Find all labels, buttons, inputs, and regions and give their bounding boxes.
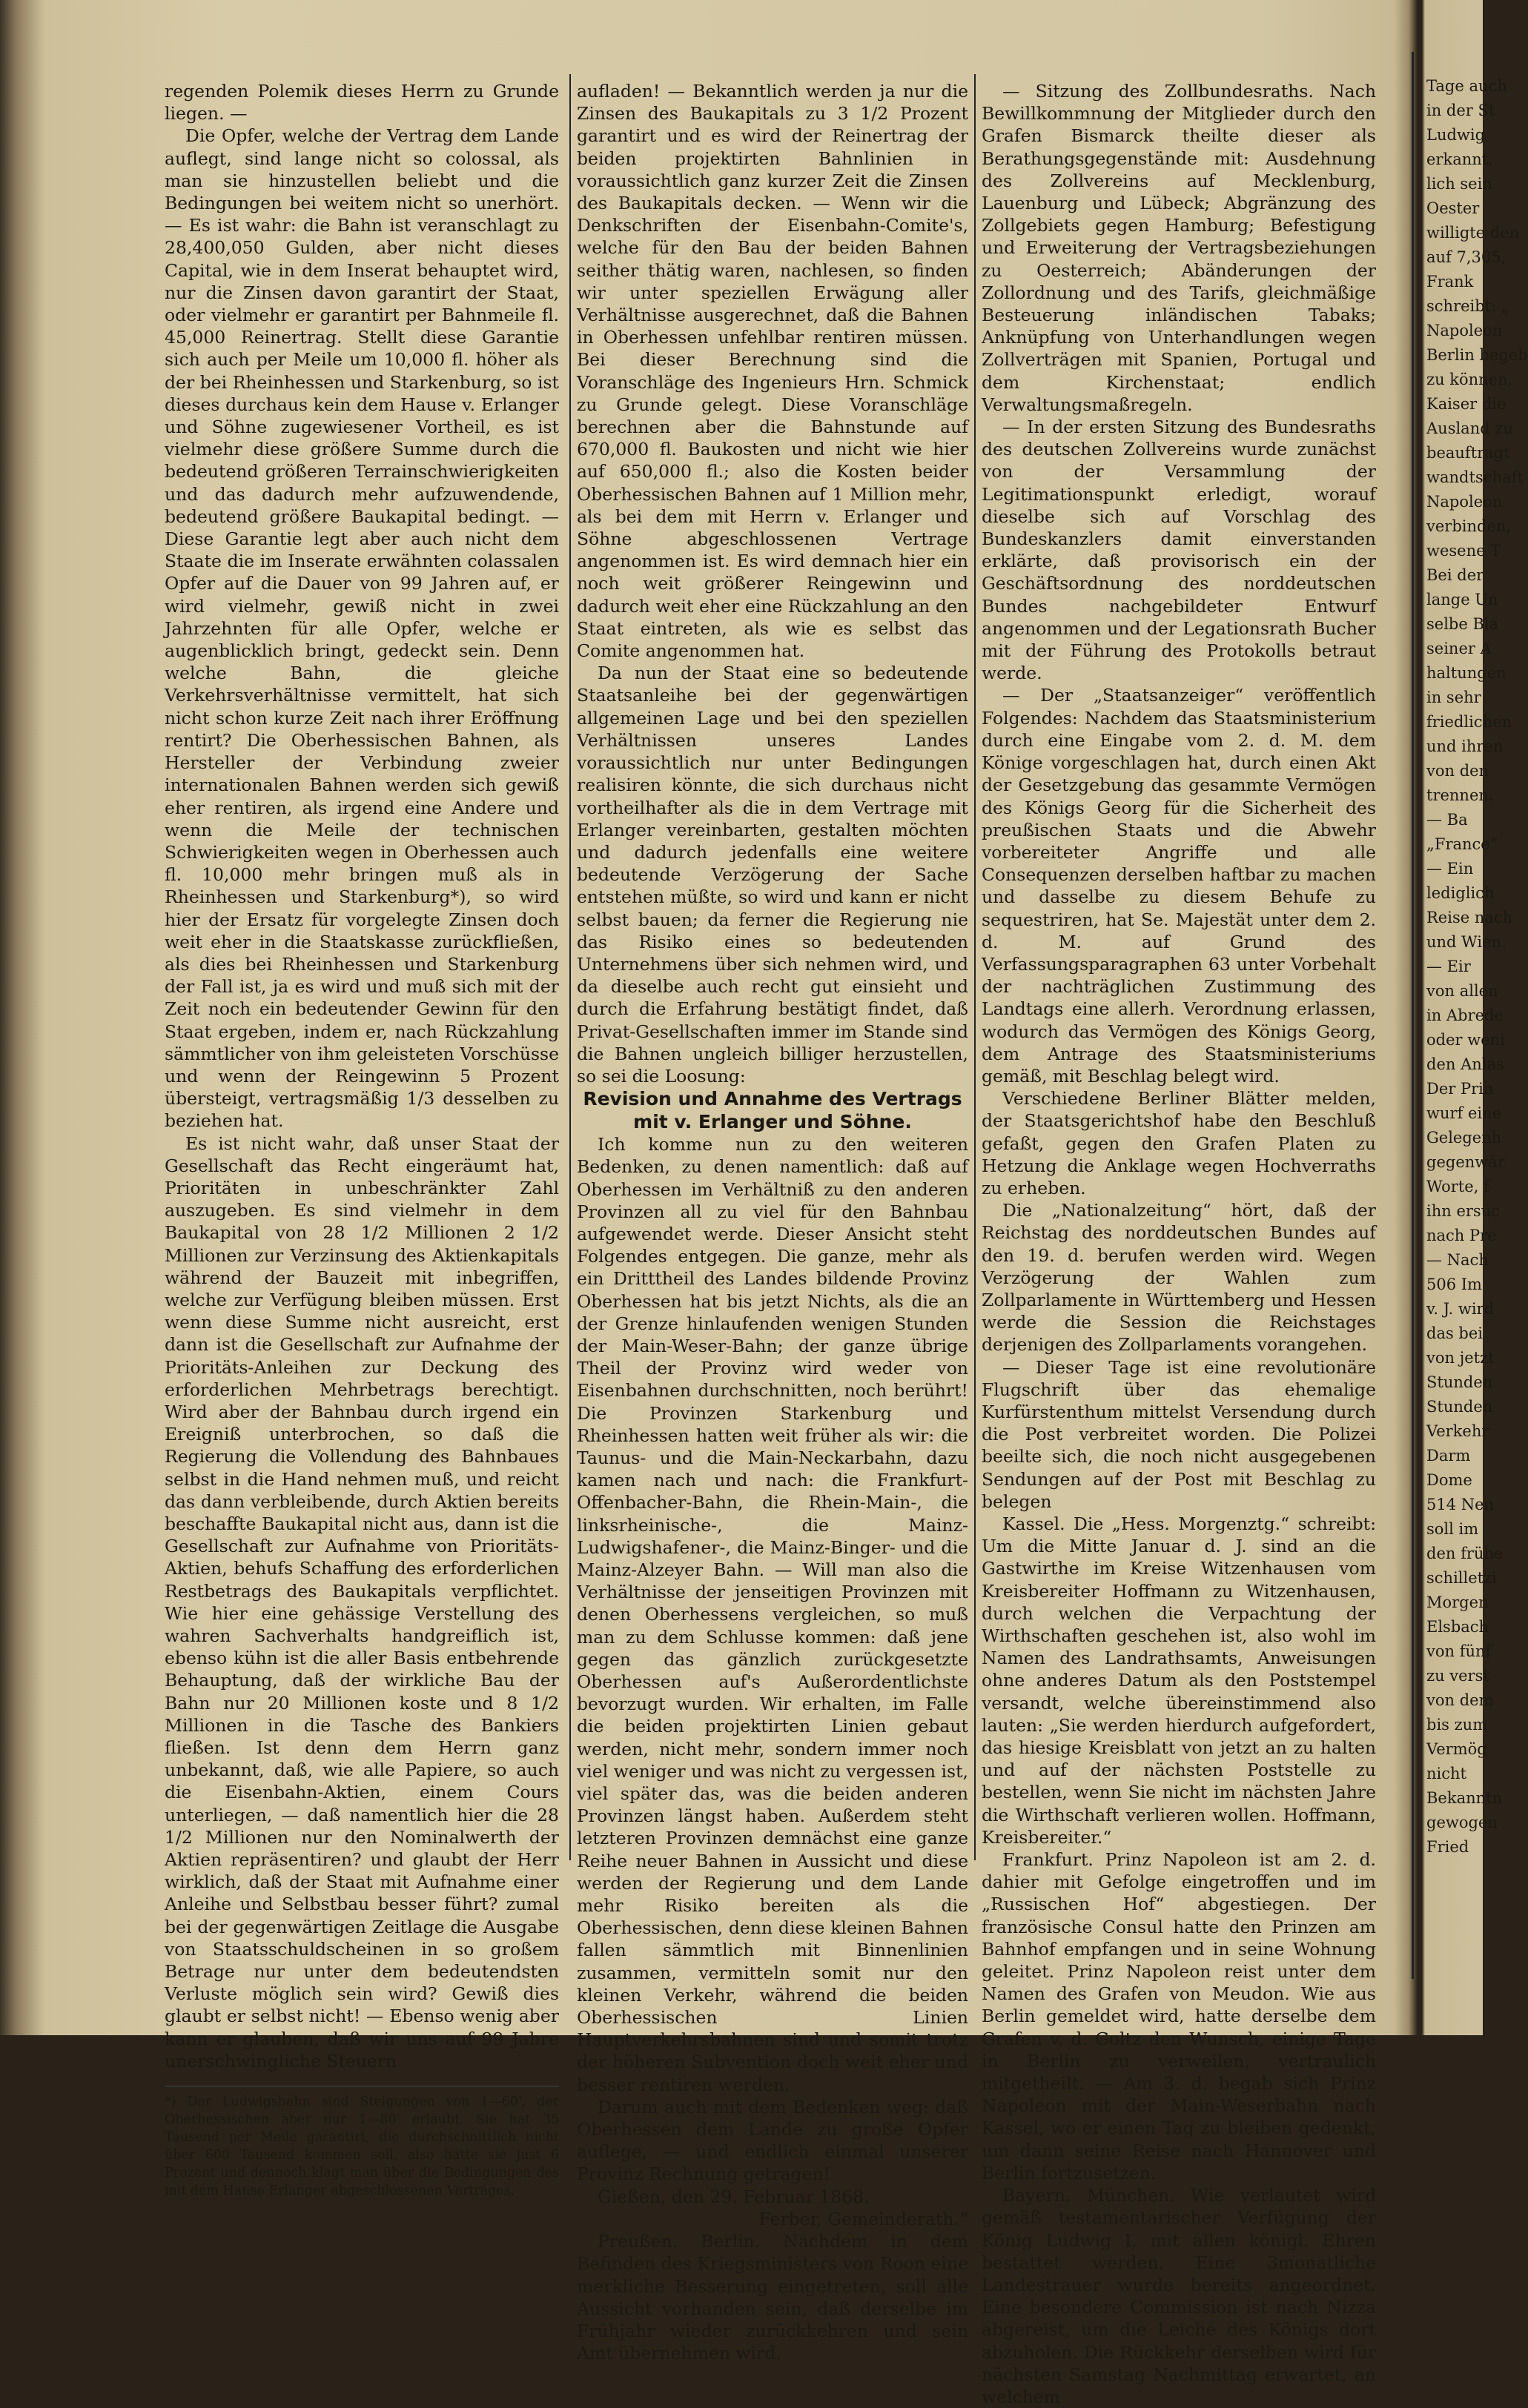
col2-paragraph: Da nun der Staat eine so bedeutende Staatsanleihe bei der gegenwärtigen allgemeinen Lage und bei den speziellen Verhältnissen unseres Landes voraussichtlich nur unter Bedingungen realisiren könnte, die sich durchaus nicht vortheilhafter als die in dem Vertrage mit Erlanger vereinbarten, gestalten möchten und dadurch jedenfalls eine weitere bedeutende Verzögerung der Sache entstehen müßte, so wird und kann er nicht selbst bauen; da ferner die Regierung nie das Risiko eines so bedeutenden Unternehmens über sich nehmen wird, und da dieselbe auch recht gut einsieht und durch die Erfahrung bestätigt findet, daß Privat-Gesellschaften immer im Stande sind die Bahnen ungleich billiger herzustellen, so sei die Loosung: xyxy=(577,663,968,1087)
edge-fragment-line: selbe Bla xyxy=(1426,615,1499,633)
edge-fragment-line: Stunden xyxy=(1426,1373,1493,1391)
edge-fragment-line: Napoleon xyxy=(1426,493,1503,511)
edge-fragment-line: nach Pre xyxy=(1426,1227,1497,1244)
edge-fragment-line: wesene T xyxy=(1426,542,1501,560)
edge-fragment-line: Kaiser die xyxy=(1426,395,1506,413)
edge-fragment-line: in der St xyxy=(1426,102,1495,119)
edge-fragment-line: von den xyxy=(1426,762,1489,780)
edge-fragment-line: beauftragt xyxy=(1426,444,1510,462)
col3-paragraph: Kassel. Die „Hess. Morgenztg.“ schreibt: Um die Mitte Januar d. J. sind an die Gastwirthe im Kreise Witzenhausen vom Kreisbereiter Hoffmann zu Witzenhausen, durch welchen die Verpachtung der Wirthschaften geschehen ist, also wohl im Namen des Landrathsamts, Anweisungen ohne anderes Datum als den Poststempel versandt, welche übereinstimmend also lauten: „Sie werden hierdurch aufgefordert, das hiesige Kreisblatt von jetzt an zu halten und auf der nächsten Poststelle zu bestellen, wenn Sie nicht im nächsten Jahre die Wirthschaft verlieren wollen. Hoffmann, Kreisbereiter.“ xyxy=(982,1513,1376,1848)
col2-paragraph: aufladen! — Bekanntlich werden ja nur die Zinsen des Baukapitals zu 3 1/2 Prozent garantirt und es wird der Reinertrag der beiden projektirten Bahnlinien in voraussichtlich ganz kurzer Zeit die Zinsen des Baukapitals decken. — Wenn wir die Denkschriften der Eisenbahn-Comite's, welche für den Bau der beiden Bahnen seither thätig waren, nachlesen, so finden wir unter speziellen Erwägung aller Verhältnisse ausgerechnet, daß die Bahnen in Oberhessen unfehlbar rentiren müssen. Bei dieser Berechnung sind die Voranschläge des Ingenieurs Hrn. Schmick zu Grunde gelegt. Diese Voranschläge berechnen aber die Bahnstunde auf 670,000 fl. Baukosten und nicht wie hier auf 650,000 fl.; also die Kosten beider Oberhessischen Bahnen auf 1 Million mehr, als bei dem mit Herrn v. Erlanger und Söhne abgeschlossenen Vertrage angenommen ist. Es wird demnach hier ein noch weit größerer Reingewinn und dadurch weit eher eine Rückzahlung an den Staat eintreten, als wie es selbst das Comite angenommen hat. xyxy=(577,81,968,662)
edge-fragment-line: — Eir xyxy=(1426,958,1471,975)
col3-paragraph: — Dieser Tage ist eine revolutionäre Flugschrift über das ehemalige Kurfürstenthum mittelst Versendung durch die Post verbreitet worden. Die Polizei beeilte sich, die noch nicht ausgegebenen Sendungen auf der Post mit Beschlag zu belegen xyxy=(982,1356,1376,1512)
edge-fragment-line: erkannt. xyxy=(1426,150,1493,168)
edge-fragment-line: Berlin begeb xyxy=(1426,346,1528,364)
edge-fragment-line: den frühe xyxy=(1426,1545,1504,1562)
edge-fragment-line: — Nach xyxy=(1426,1251,1489,1269)
edge-fragment-line: lediglich xyxy=(1426,884,1495,902)
edge-fragment-line: nicht xyxy=(1426,1765,1466,1782)
col3-paragraph: — Sitzung des Zollbundesraths. Nach Bewillkommnung der Mitglieder durch den Grafen Bismarck theilte dieser als Berathungsgegenstände mit: Ausdehnung des Zollvereins auf Mecklenburg, Lauenburg und Lübeck; Abgränzung des Zollgebiets gegen Hamburg; Befestigung und Erweiterung der Vertragsbeziehungen zu Oesterreich; Abänderungen der Zollordnung und des Tarifs, gleichmäßige Besteuerung inländischen Tabaks; Anknüpfung von Unterhandlungen wegen Zollverträgen mit Spanien, Portugal und dem Kirchenstaat; endlich Verwaltungsmaßregeln. xyxy=(982,81,1376,415)
edge-fragment-line: Bei der xyxy=(1426,566,1484,584)
edge-fragment-line: schilletzi xyxy=(1426,1569,1497,1587)
edge-fragment-line: von fünf xyxy=(1426,1642,1492,1660)
edge-fragment-line: seiner A xyxy=(1426,640,1492,657)
edge-fragment-line: Elsbach xyxy=(1426,1618,1489,1636)
edge-fragment-line: von allen xyxy=(1426,982,1498,1000)
edge-fragment-line: und ihren xyxy=(1426,737,1504,755)
edge-fragment-line: Vermög xyxy=(1426,1740,1487,1758)
edge-fragment-line: Ludwig xyxy=(1426,126,1486,144)
edge-fragment-line: Verkehr xyxy=(1426,1422,1489,1440)
col3-paragraph: Die „Nationalzeitung“ hört, daß der Reichstag des norddeutschen Bundes auf den 19. d. berufen werden wird. Wegen Verzögerung der Wahlen zum Zollparlamente in Württemberg und Hessen werde die Session die Reichstages derjenigen des Zollparlaments vorangehen. xyxy=(982,1200,1376,1356)
edge-fragment-line: haltungen xyxy=(1426,664,1506,682)
edge-fragment-line: trennen. xyxy=(1426,786,1494,804)
col1-paragraph: Es ist nicht wahr, daß unser Staat der Gesellschaft das Recht eingeräumt hat, Prioritäten in unbeschränkter Zahl auszugeben. Es sind vielmehr in dem Baukapital von 28 1/2 Millionen 2 1/2 Millionen zur Verzinsung des Aktienkapitals während der Bauzeit mit inbegriffen, welche zur Verfügung bleiben müssen. Erst wenn diese Summe nicht ausreicht, erst dann ist die Gesellschaft zur Aufnahme der Prioritäts-Anleihen zur Deckung des erforderlichen Mehrbetrags berechtigt. Wird aber der Bahnbau durch irgend ein Ereigniß unterbrochen, so daß die Regierung die Vollendung des Bahnbaues selbst in die Hand nehmen muß, und reicht das dann verbleibende, durch Aktien bereits beschaffte Baukapital nicht aus, dann ist die Gesellschaft zur Aufnahme von Prioritäts-Aktien, behufs Schaffung des erforderlichen Restbetrags des Baukapitals verpflichtet. Wie hier eine gehässige Verstellung des wahren Sachverhalts handgreiflich ist, ebenso kühn ist die aller Basis entbehrende Behauptung, daß der wirkliche Bau der Bahn nur 20 Millionen koste und 8 1/2 Millionen in die Tasche des Bankiers fließen. Ist denn dem Herrn ganz unbekannt, daß, wie alle Papiere, so auch die Eisenbahn-Aktien, einem Cours unterliegen, — daß namentlich hier die 28 1/2 Millionen nur den Nominalwerth der Aktien repräsentiren? und glaubt der Herr wirklich, daß der Staat mit Aufnahme einer Anleihe und Selbstbau besser führt? zumal bei der gegenwärtigen Zeitlage die Ausgabe von Staatsschuldscheinen in so großem Betrage nur unter dem bedeutendsten Verluste möglich sein wird? Gewiß dies glaubt er selbst nicht! — Ebenso wenig aber kann er glauben, daß wir uns auf 99 Jahre unerschwingliche Steuern xyxy=(165,1132,559,2072)
edge-fragment-line: friedlichen xyxy=(1426,713,1512,731)
edge-fragment-line: von dem xyxy=(1426,1691,1494,1709)
edge-fragment-line: lange Un xyxy=(1426,591,1498,608)
edge-fragment-line: gewogen xyxy=(1426,1814,1498,1831)
edge-fragment-line: schreibt: „ xyxy=(1426,297,1509,315)
column-1 xyxy=(165,80,559,2199)
col2-paragraph: Darum auch mit dem Bedenken weg: daß Oberhessen dem Lande zu große Opfer auflege, — und endlich einmal unserer Provinz Rechnung getragen! xyxy=(577,2096,968,2185)
column-rule xyxy=(569,74,571,1860)
column-3 xyxy=(982,80,1376,2407)
col2-paragraph: Preußen. Berlin. Nachdem in dem Befinden des Kriegsministers von Roon eine merkliche Besserung eingetreten, soll alle Aussicht vorhanden sein, daß derselbe im Frühjahr wieder zurückkehren und sein Amt übernehmen wird. xyxy=(577,2231,968,2364)
edge-fragment-line: gegenwär xyxy=(1426,1153,1505,1171)
adjacent-page-fragment xyxy=(1426,74,1528,1860)
edge-fragment-line: in Abrede xyxy=(1426,1006,1504,1024)
edge-fragment-line: Der Prin xyxy=(1426,1080,1494,1098)
edge-fragment-line: Frank xyxy=(1426,273,1474,291)
page-edge-rule xyxy=(1412,52,1414,1979)
col2-paragraph: Ich komme nun zu den weiteren Bedenken, zu denen namentlich: daß auf Oberhessen im Verhältniß zu den anderen Provinzen all zu viel für den Bahnbau aufgewendet werde. Dieser Ansicht steht Folgendes entgegen. Die ganze, mehr als ein Dritttheil des Landes bildende Provinz Oberhessen hat bis jetzt Nichts, als die an der Grenze hinlaufenden wenigen Stunden der Main-Weser-Bahn; der ganze übrige Theil der Provinz wird weder von Eisenbahnen durchschnitten, noch berührt! Die Provinzen Starkenburg und Rheinhessen hatten weit früher als wir: die Taunus- und die Main-Neckarbahn, dazu kamen nach und nach: die Frankfurt-Offenbacher-Bahn, die Rhein-Main-, die linksrheinische-, die Mainz-Ludwigshafener-, die Mainz-Binger- und die Mainz-Alzeyer Bahn. — Will man also die Verhältnisse der jenseitigen Provinzen mit denen Oberhessens vergleichen, so muß man zu dem Schlusse kommen: daß jene gegen das gänzlich zurückgesetzte Oberhessen auf's Außerordentlichste bevorzugt wurden. Wir erhalten, im Falle die beiden projektirten Linien gebaut werden, nicht mehr, sondern immer noch viel weniger und was nicht zu vergessen ist, viel später das, was die beiden anderen Provinzen längst haben. Außerdem steht letzteren Provinzen demnächst eine ganze Reihe neuer Bahnen in Aussicht und diese werden der Regierung und dem Lande mehr Risiko bereiten als die Oberhessischen, denn diese kleinen Bahnen fallen sämmtlich mit Binnenlinien zusammen, vermitteln somit nur den kleinen Verkehr, während die beiden Oberhessischen Linien Hauptverkehrsbahnen sind und somit trotz der höheren Subvention doch weit eher und besser rentiren werden. xyxy=(577,1134,968,2095)
column-rule xyxy=(974,74,976,1860)
edge-fragment-line: wandtschaft xyxy=(1426,468,1524,486)
col1-paragraph: regenden Polemik dieses Herrn zu Grunde liegen. — xyxy=(165,81,559,125)
edge-fragment-line: auf 7,305, xyxy=(1426,248,1506,266)
dateline: Gießen, den 29. Februar 1868. xyxy=(598,2186,870,2207)
edge-fragment-line: Morgen xyxy=(1426,1593,1489,1611)
edge-fragment-line: Stunden xyxy=(1426,1398,1493,1416)
col1-paragraph: Die Opfer, welche der Vertrag dem Lande auflegt, sind lange nicht so colossal, als man sie hinzustellen beliebt und die Bedingungen bei weitem nicht so unerhört. — Es ist wahr: die Bahn ist veranschlagt zu 28,400,050 Gulden, aber nicht dieses Capital, wie in dem Inserat behauptet wird, nur die Zinsen davon garantirt der Staat, oder vielmehr er garantirt per Bahnmeile fl. 45,000 Reinertrag. Stellt diese Garantie sich auch per Meile um 10,000 fl. höher als der bei Rheinhessen und Starkenburg, so ist dieses durchaus kein dem Hause v. Erlanger und Söhne zugewiesener Vortheil, es ist vielmehr diese größere Summe durch die bedeutend größeren Terrainschwierigkeiten und das dadurch mehr aufzuwendende, bedeutend größere Baukapital bedingt. — Diese Garantie legt aber auch nicht dem Staate die im Inserate erwähnten colassalen Opfer auf die Dauer von 99 Jahren auf, er wird vielmehr, gewiß nicht in zwei Jahrzehnten für alle Opfer, welche er augenblicklich bringt, gedeckt sein. Denn welche Bahn, die gleiche Verkehrsverhältnisse vermittelt, hat sich nicht schon kurze Zeit nach ihrer Eröffnung rentirt? Die Oberhessischen Bahnen, als Hersteller der Verbindung zweier internationalen Bahnen werden sich gewiß eher rentiren, als irgend eine Andere und wenn die Meile der technischen Schwierigkeiten wegen in Oberhessen auch fl. 10,000 mehr bringen muß als in Rheinhessen und Starkenburg*), so wird hier der Ersatz für vorgelegte Zinsen doch weit eher in die Staatskasse zurückfließen, als dies bei Rheinhessen und Starkenburg der Fall ist, ja es wird und muß sich mit der Zeit noch ein bedeutender Gewinn für den Staat ergeben, indem er, nach Rückzahlung sämmtlicher von ihm geleisteten Vorschüsse und wenn der Reingewinn 5 Prozent übersteigt, vertragsmäßig 1/3 desselben zu beziehen hat. xyxy=(165,125,559,1132)
col3-paragraph: — Der „Staatsanzeiger“ veröffentlich Folgendes: Nachdem das Staatsministerium durch eine Eingabe vom 2. d. M. dem Könige vorgeschlagen hat, durch einen Akt der Gesetzgebung das gesammte Vermögen des Königs Georg für die Sicherheit des preußischen Staats und die Abwehr vorbereiteter Angriffe und alle Consequenzen derselben haftbar zu machen und dasselbe zu diesem Behufe zu sequestriren, hat Se. Majestät unter dem 2. d. M. auf Grund des Verfassungsparagraphen 63 unter Vorbehalt der nachträglichen Zustimmung des Landtags eine allerh. Verordnung erlassen, wodurch das Vermögen des Königs Georg, dem Antrage des Staatsministeriums gemäß, mit Beschlag belegt wird. xyxy=(982,685,1376,1087)
edge-fragment-line: zu können, xyxy=(1426,371,1513,388)
col3-paragraph: Bayern. München. Wie verlautet wird gemäß testamentarischer Verfügung der König Ludwig I. mit allen königl. Ehren bestattet werden. Eine 3monatliche Landestrauer wurde bereits angeordnet. Eine besondere Commission ist nach Nizza abgereist, um die Leiche des Königs dort abzuholen. Die Rückkehr derselben wird für nächsten Samstag Nachmittag erwartet, an welchem xyxy=(982,2185,1376,2407)
edge-fragment-line: bis zum xyxy=(1426,1716,1488,1734)
edge-fragment-line: Fried xyxy=(1426,1838,1469,1856)
col3-paragraph: Verschiedene Berliner Blätter melden, der Staatsgerichtshof habe den Beschluß gefaßt, gegen den Grafen Platen zu Hetzung die Anklage wegen Hochverraths zu erheben. xyxy=(982,1088,1376,1198)
section-heading: Revision und Annahme des Vertrags mit v. Erlanger und Söhne. xyxy=(583,1088,962,1133)
edge-fragment-line: Oester xyxy=(1426,199,1480,217)
column-2 xyxy=(577,80,968,2364)
signature: Ferber, Gemeinderath.“ xyxy=(758,2208,968,2229)
edge-fragment-line: — Ba xyxy=(1426,811,1468,829)
edge-fragment-line: 506 Im xyxy=(1426,1276,1482,1293)
edge-fragment-line: lich sein xyxy=(1426,175,1492,193)
edge-fragment-line: v. J. wird xyxy=(1426,1300,1495,1318)
edge-fragment-line: Napoleon xyxy=(1426,322,1503,339)
col3-paragraph: — In der ersten Sitzung des Bundesraths des deutschen Zollvereins wurde zunächst von der Versammlung der Legitimationspunkt erledigt, worauf dieselbe sich auf Vorschlag des Bundeskanzlers damit einverstanden erklärte, daß provisorisch ein der Geschäftsordnung des norddeutschen Bundes nachgebildeter Entwurf angenommen und der Legationsrath Bucher mit der Führung des Protokolls betraut werde. xyxy=(982,417,1376,684)
edge-fragment-line: Ausland zu xyxy=(1426,419,1513,437)
edge-fragment-line: Dome xyxy=(1426,1471,1472,1489)
footnote: *) Der Ludwigsbahn sind Steigungen von 1—60', der Oberhessischen aber nur 1—80' erlaubt. Sie hat 35 Tausend per Meile garantirt, die durchschnittlich nicht über 600 Tausend kommen soll, also hätte sie just 6 Prozent und dennoch klagt man über die Bedingungen des mit dem Hause Erlanger abgeschlossenen Vertrages. xyxy=(165,2086,559,2200)
edge-fragment-line: verbinden, xyxy=(1426,517,1512,535)
edge-fragment-line: den Anlas xyxy=(1426,1055,1504,1073)
edge-fragment-line: in sehr xyxy=(1426,689,1481,706)
edge-fragment-line: soll im xyxy=(1426,1520,1479,1538)
edge-fragment-line: zu verst xyxy=(1426,1667,1489,1685)
edge-fragment-line: Darm xyxy=(1426,1447,1471,1465)
edge-fragment-line: oder weni xyxy=(1426,1031,1505,1049)
edge-fragment-line: und Wien. xyxy=(1426,933,1506,951)
edge-fragment-line: das bei xyxy=(1426,1324,1484,1342)
edge-fragment-line: „France“ xyxy=(1426,835,1498,853)
edge-fragment-line: — Ein xyxy=(1426,860,1474,878)
edge-fragment-line: wurf eine xyxy=(1426,1104,1502,1122)
edge-fragment-line: Gelegenh xyxy=(1426,1129,1502,1147)
edge-fragment-line: Bekanntn xyxy=(1426,1789,1503,1807)
edge-fragment-line: willigte den xyxy=(1426,224,1520,242)
edge-fragment-line: Tage auch xyxy=(1426,77,1507,95)
edge-fragment-line: ihn ersuc xyxy=(1426,1202,1500,1220)
edge-fragment-line: 514 Nen xyxy=(1426,1496,1495,1513)
edge-fragment-line: Worte, f xyxy=(1426,1178,1489,1195)
col3-paragraph: Frankfurt. Prinz Napoleon ist am 2. d. dahier mit Gefolge eingetroffen und im „Russischen Hof“ abgestiegen. Der französische Consul hatte den Prinzen am Bahnhof empfangen und in seine Wohnung geleitet. Prinz Napoleon reist unter dem Namen des Grafen von Meudon. Wie aus Berlin gemeldet wird, hatte derselbe dem Grafen v. d. Goltz den Wunsch, einige Tage in Berlin zu verweilen, vertraulich mitgetheilt. — Am 3. d. begab sich Prinz Napoleon mit der Main-Weserbahn nach Kassel, wo er einen Tag zu bleiben gedenkt, um dann seine Reise nach Hannover und Berlin fortzusetzen. xyxy=(982,1849,1376,2183)
edge-fragment-line: von jetzt xyxy=(1426,1349,1495,1367)
edge-fragment-line: Reise nach xyxy=(1426,909,1513,926)
